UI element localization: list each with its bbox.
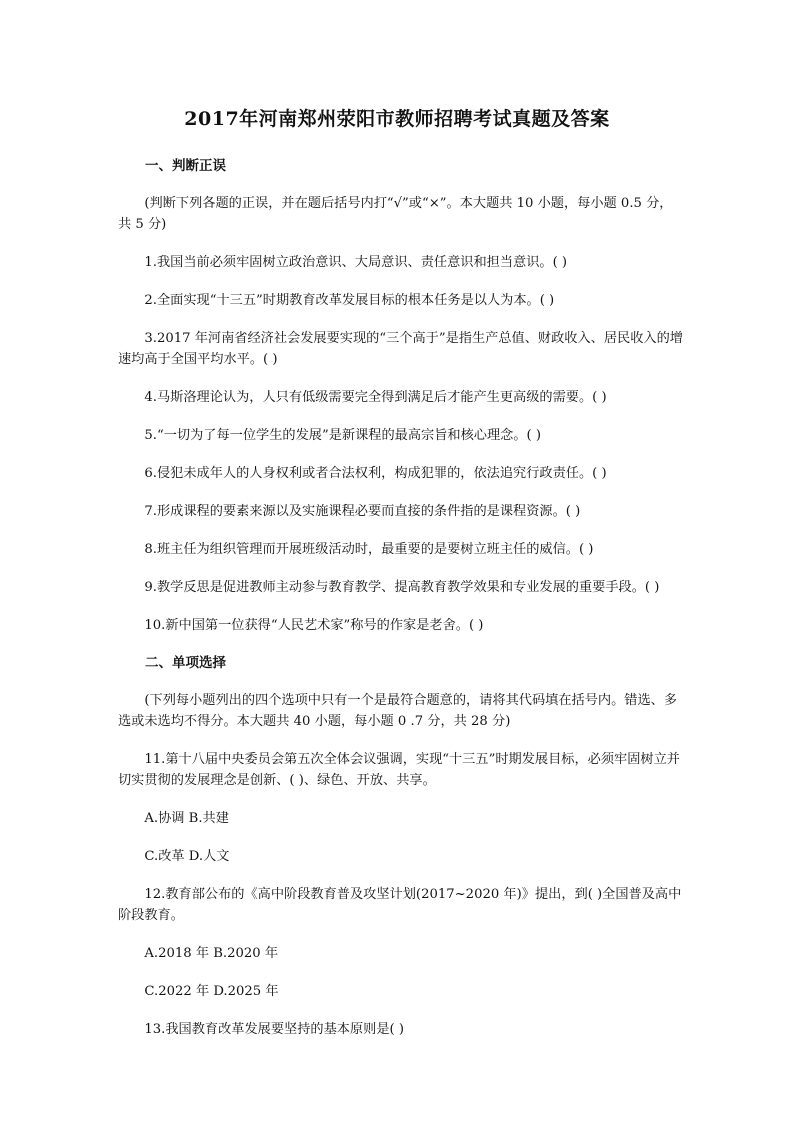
section-heading-single-choice: 二、单项选择: [145, 655, 226, 671]
question-10: 10.新中国第一位获得“人民艺术家”称号的作家是老舍。( ): [144, 618, 484, 633]
question-9: 9.教学反思是促进教师主动参与教育教学、提高教育教学效果和专业发展的重要手段。( ): [144, 580, 660, 595]
section-instruction: (判断下列各题的正误，并在题后括号内打“√”或“×”。本大题共 10 小题，每小题 0.5 分，共 5 分): [118, 196, 673, 232]
question-11-options-ab: A.协调 B.共建: [144, 811, 229, 826]
question-3: 3.2017 年河南省经济社会发展要实现的“三个高于”是指生产总值、财政收入、居民收入的增速均高于全国平均水平。( ): [118, 331, 683, 367]
question-5: 5.“一切为了每一位学生的发展”是新课程的最高宗旨和核心理念。( ): [144, 428, 541, 443]
question-4: 4.马斯洛理论认为，人只有低级需要完全得到满足后才能产生更高级的需要。( ): [144, 390, 607, 405]
question-12-options-ab: A.2018 年 B.2020 年: [144, 946, 279, 961]
question-8: 8.班主任为组织管理而开展班级活动时，最重要的是要树立班主任的威信。( ): [144, 542, 594, 557]
question-12-options-cd: C.2022 年 D.2025 年: [144, 984, 279, 999]
question-1: 1.我国当前必须牢固树立政治意识、大局意识、责任意识和担当意识。( ): [144, 255, 568, 270]
question-11-options-cd: C.改革 D.人文: [144, 849, 230, 864]
question-6: 6.侵犯未成年人的人身权利或者合法权利，构成犯罪的，依法追究行政责任。( ): [144, 466, 607, 481]
question-13: 13.我国教育改革发展要坚持的基本原则是( ): [144, 1022, 405, 1037]
question-12: 12.教育部公布的《高中阶段教育普及攻坚计划(2017~2020 年)》提出，到( )全国普及高中阶段教育。: [118, 887, 682, 923]
document-title: 2017年河南郑州荥阳市教师招聘考试真题及答案: [184, 108, 610, 130]
section-heading-judgement: 一、判断正误: [145, 158, 226, 174]
section-instruction: (下列每小题列出的四个选项中只有一个是最符合题意的，请将其代码填在括号内。错选、多选或未选均不得分。本大题共 40 小题，每小题 0 .7 分，共 28 分): [118, 693, 678, 729]
document-body: [118, 156, 683, 1040]
question-11: 11.第十八届中央委员会第五次全体会议强调，实现“十三五”时期发展目标，必须牢固树立并切实贯彻的发展理念是创新、( )、绿色、开放、共享。: [118, 752, 680, 788]
question-7: 7.形成课程的要素来源以及实施课程必要而直接的条件指的是课程资源。( ): [144, 504, 581, 519]
question-2: 2.全面实现“十三五”时期教育改革发展目标的根本任务是以人为本。( ): [144, 293, 555, 308]
